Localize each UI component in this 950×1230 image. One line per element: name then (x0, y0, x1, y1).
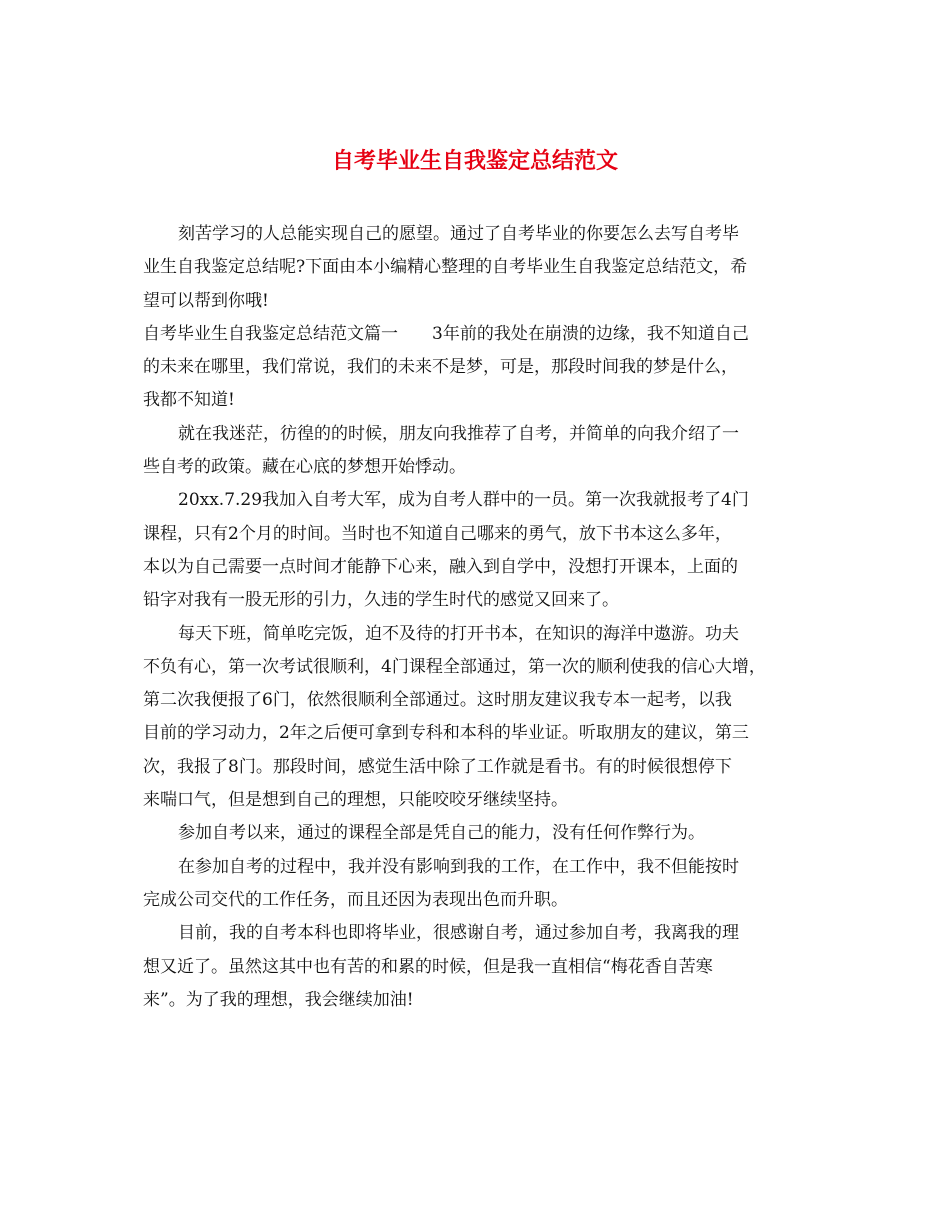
text-line: 刻苦学习的人总能实现自己的愿望。通过了自考毕业的你要怎么去写自考毕 (178, 224, 739, 244)
text-line: 些自考的政策。藏在心底的梦想开始悸动。 (143, 457, 466, 478)
text-line: 本以为自己需要一点时间才能静下心来，融入到自学中，没想打开课本，上面的 (143, 556, 738, 577)
text-line: 来喘口气，但是想到自己的理想，只能咬咬牙继续坚持。 (143, 790, 568, 811)
text-line: 的未来在哪里，我们常说，我们的未来不是梦，可是，那段时间我的梦是什么， (143, 357, 738, 378)
text-line: 参加自考以来，通过的课程全部是凭自己的能力，没有任何作弊行为。 (178, 823, 705, 844)
text-line: 铅字对我有一股无形的引力，久违的学生时代的感觉又回来了。 (143, 590, 619, 611)
text-line: 完成公司交代的工作任务，而且还因为表现出色而升职。 (143, 889, 568, 910)
text-line: 目前，我的自考本科也即将毕业，很感谢自考，通过参加自考，我离我的理 (178, 923, 739, 944)
text-line: 不负有心，第一次考试很顺利，4门课程全部通过，第一次的顺利使我的信心大增， (143, 656, 766, 677)
text-line: 次，我报了8门。那段时间，感觉生活中除了工作就是看书。有的时候很想停下 (143, 756, 732, 777)
text-line: 自考毕业生自我鉴定总结范文篇一 3年前的我处在崩溃的边缘，我不知道自己 (143, 323, 749, 344)
text-line: 就在我迷茫，彷徨的的时候，朋友向我推荐了自考，并简单的向我介绍了一 (178, 423, 739, 444)
text-line: 在参加自考的过程中，我并没有影响到我的工作，在工作中，我不但能按时 (178, 856, 739, 877)
text-line: 望可以帮到你哦! (143, 290, 269, 311)
text-line: 我都不知道! (143, 390, 235, 411)
document-body (143, 218, 828, 1017)
document-title: 自考毕业生自我鉴定总结范文 (331, 148, 618, 174)
text-line: 目前的学习动力，2年之后便可拿到专科和本科的毕业证。听取朋友的建议，第三 (143, 723, 749, 744)
text-line: 来”。为了我的理想，我会继续加油! (143, 989, 414, 1010)
text-line: 20xx.7.29我加入自考大军，成为自考人群中的一员。第一次我就报考了4门 (178, 490, 749, 511)
text-line: 第二次我便报了6门，依然很顺利全部通过。这时朋友建议我专本一起考，以我 (143, 690, 732, 711)
text-line: 业生自我鉴定总结呢?下面由本小编精心整理的自考毕业生自我鉴定总结范文，希 (143, 257, 748, 278)
text-line: 课程，只有2个月的时间。当时也不知道自己哪来的勇气，放下书本这么多年， (143, 523, 732, 544)
text-line: 想又近了。虽然这其中也有苦的和累的时候，但是我一直相信“梅花香自苦寒 (143, 956, 713, 977)
text-line: 每天下班，简单吃完饭，迫不及待的打开书本，在知识的海洋中遨游。功夫 (178, 623, 739, 644)
